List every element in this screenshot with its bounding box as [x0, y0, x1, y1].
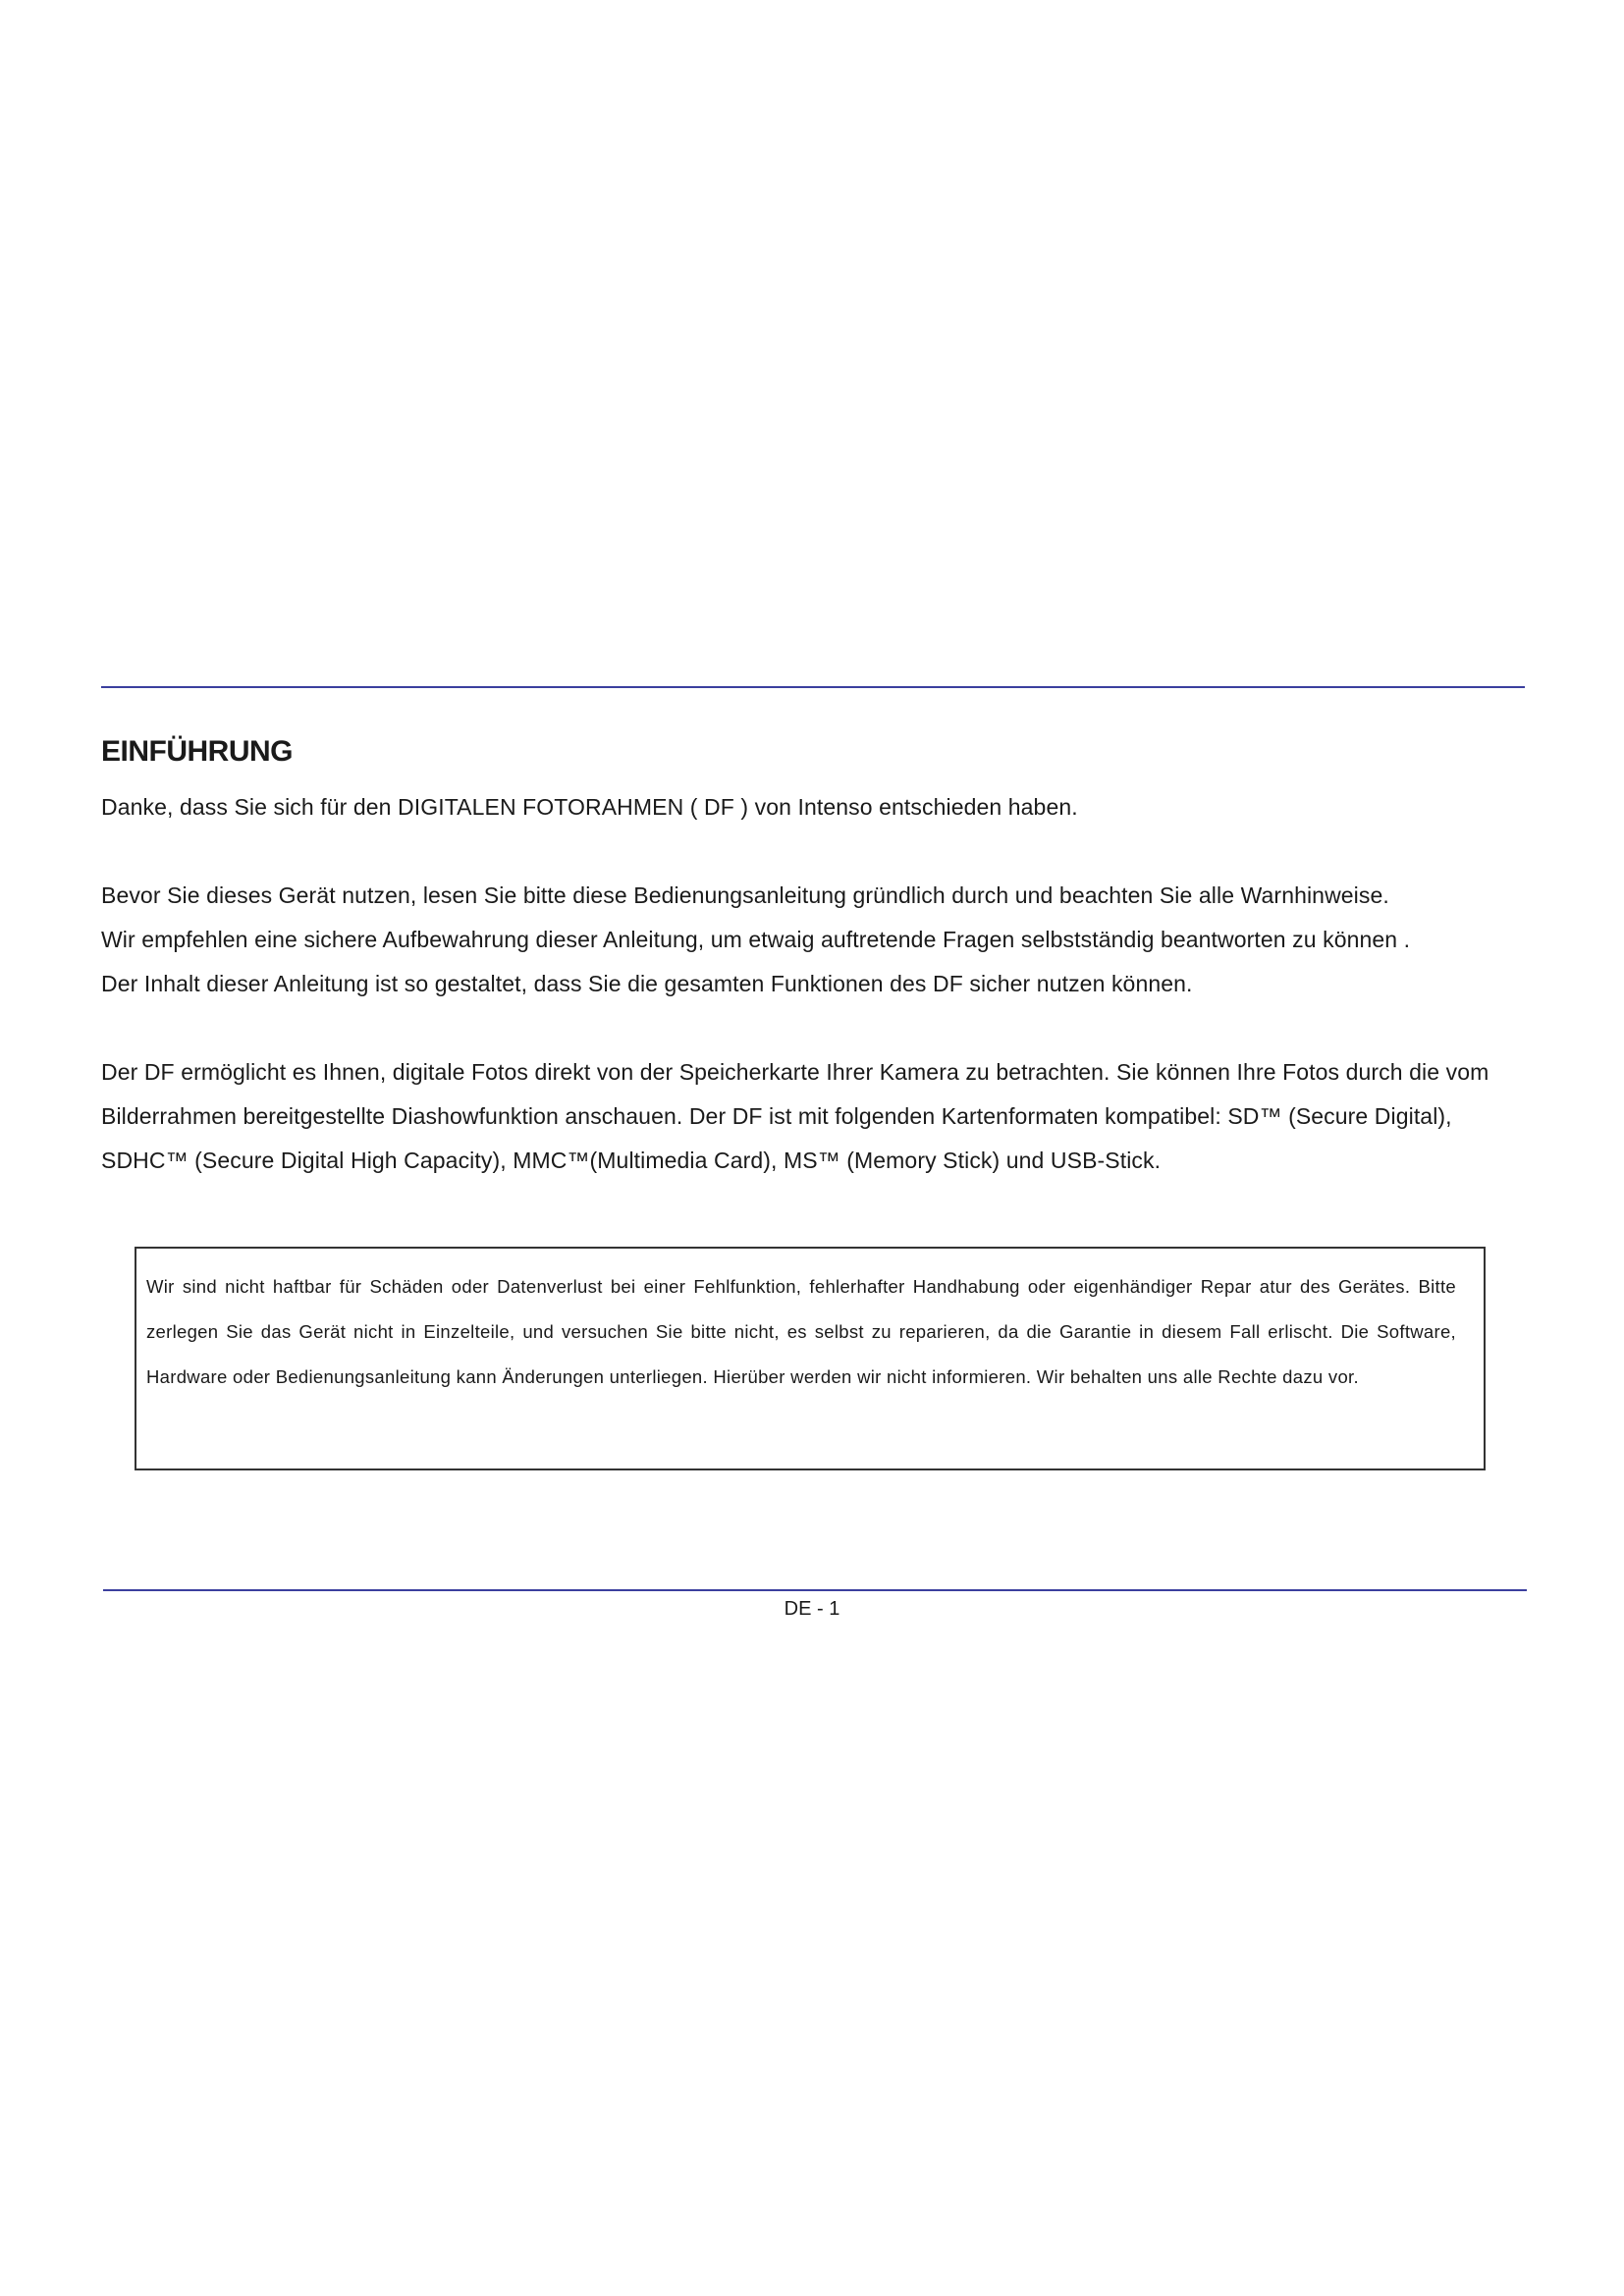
paragraph-1-line-3: Der Inhalt dieser Anleitung ist so gestaltet, dass Sie die gesamten Funktionen des DF sicher nutzen können.: [101, 971, 1193, 996]
main-content: [101, 730, 1535, 1183]
paragraph-2: Der DF ermöglicht es Ihnen, digitale Fotos direkt von der Speicherkarte Ihrer Kamera zu betrachten. Sie können Ihre Fotos durch die vom Bilderrahmen bereitgestellte Diashowfunktion anschauen. Der DF ist mit folgenden Kartenformaten kompatibel: SD™ (Secure Digital), SDHC™ (Secure Digital High Capacity), MMC™(Multimedia Card), MS™ (Memory Stick) und USB-Stick.: [101, 1059, 1489, 1173]
intro-paragraph: Danke, dass Sie sich für den DIGITALEN FOTORAHMEN ( DF ) von Intenso entschieden haben.: [101, 794, 1078, 820]
header-divider: [101, 686, 1525, 688]
disclaimer-text: Wir sind nicht haftbar für Schäden oder Datenverlust bei einer Fehlfunktion, fehlerhafter Handhabung oder eigenhändiger Repar atur des Gerätes. Bitte zerlegen Sie das Gerät nicht in Einzelteile, und versuchen Sie bitte nicht, es selbst zu reparieren, da die Garantie in diesem Fall erlischt. Die Software, Hardware oder Bedienungsanleitung kann Änderungen unterliegen. Hierüber werden wir nicht informieren. Wir behalten uns alle Rechte dazu vor.: [146, 1276, 1456, 1387]
disclaimer-box: [135, 1247, 1486, 1470]
page-number: DE - 1: [784, 1598, 840, 1620]
paragraph-1-line-2: Wir empfehlen eine sichere Aufbewahrung dieser Anleitung, um etwaig auftretende Fragen selbstständig beantworten zu können .: [101, 927, 1411, 952]
footer-divider: [103, 1589, 1527, 1591]
paragraph-1-line-1: Bevor Sie dieses Gerät nutzen, lesen Sie bitte diese Bedienungsanleitung gründlich durch und beachten Sie alle Warnhinweise.: [101, 882, 1389, 908]
section-title: EINFÜHRUNG: [101, 735, 293, 768]
